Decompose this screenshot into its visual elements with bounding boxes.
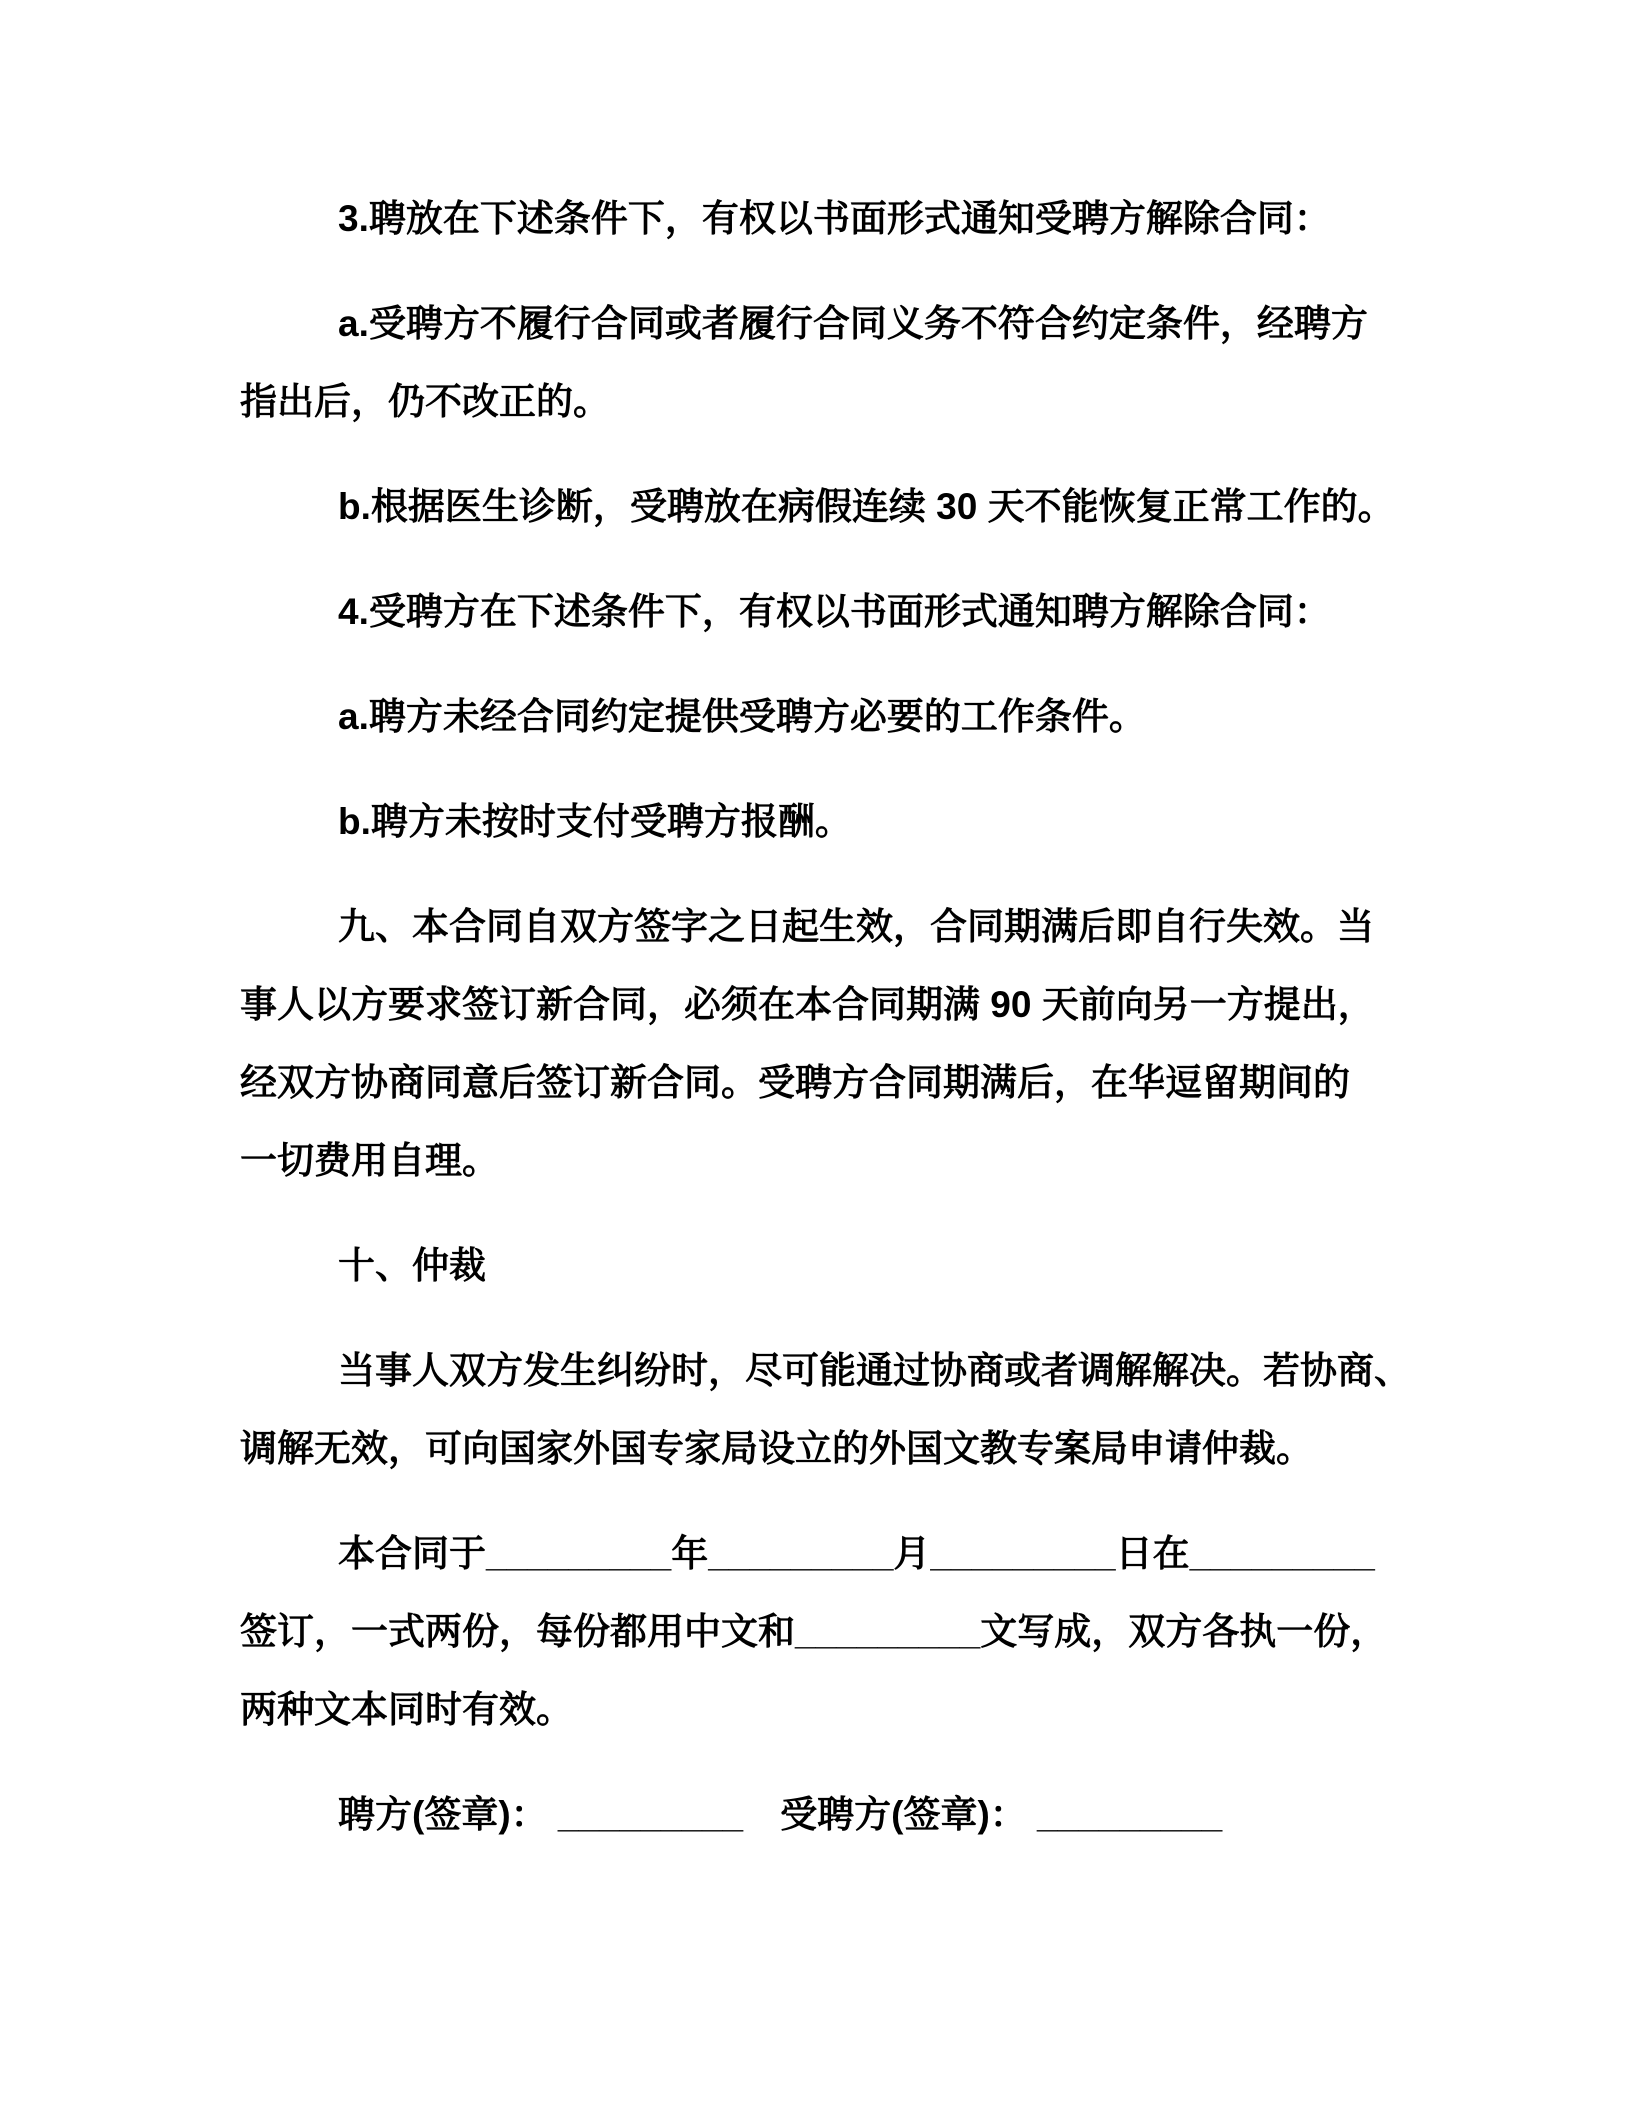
text-line: 聘方(签章)： _________ 受聘方(签章)： _________ bbox=[338, 1794, 1223, 1835]
paragraph bbox=[240, 783, 1390, 861]
text-line: 两种文本同时有效。 bbox=[240, 1689, 573, 1730]
contract-body-text bbox=[240, 180, 1411, 1881]
text-line: b.聘方未按时支付受聘方报酬。 bbox=[338, 801, 852, 842]
text-line: 调解无效，可向国家外国专家局设立的外国文教专案局申请仲裁。 bbox=[240, 1428, 1313, 1469]
paragraph bbox=[240, 573, 1390, 651]
text-line: 3.聘放在下述条件下，有权以书面形式通知受聘方解除合同： bbox=[338, 198, 1331, 239]
text-line: 签订，一式两份，每份都用中文和_________文写成，双方各执一份， bbox=[240, 1611, 1388, 1652]
paragraph bbox=[240, 888, 1390, 1200]
paragraph bbox=[240, 180, 1390, 258]
text-line: 一切费用自理。 bbox=[240, 1140, 499, 1181]
text-line: 当事人双方发生纠纷时，尽可能通过协商或者调解解决。若协商、 bbox=[338, 1350, 1411, 1391]
paragraph bbox=[240, 285, 1390, 441]
paragraph bbox=[240, 1332, 1411, 1488]
text-line: a.受聘方不履行合同或者履行合同义务不符合约定条件，经聘方 bbox=[338, 303, 1368, 344]
text-line: b.根据医生诊断，受聘放在病假连续 30 天不能恢复正常工作的。 bbox=[338, 486, 1395, 527]
text-line: 九、本合同自双方签字之日起生效，合同期满后即自行失效。当 bbox=[338, 906, 1374, 947]
paragraph bbox=[240, 1776, 1390, 1854]
text-line: 4.受聘方在下述条件下，有权以书面形式通知聘方解除合同： bbox=[338, 591, 1331, 632]
text-line: 指出后，仍不改正的。 bbox=[240, 381, 610, 422]
text-line: 事人以方要求签订新合同，必须在本合同期满 90 天前向另一方提出， bbox=[240, 984, 1375, 1025]
paragraph bbox=[240, 1227, 1390, 1305]
paragraph bbox=[240, 678, 1390, 756]
text-line: 本合同于_________年_________月_________日在_________ bbox=[338, 1533, 1375, 1574]
text-line: 经双方协商同意后签订新合同。受聘方合同期满后，在华逗留期间的 bbox=[240, 1062, 1350, 1103]
paragraph bbox=[240, 468, 1395, 546]
text-line: a.聘方未经合同约定提供受聘方必要的工作条件。 bbox=[338, 696, 1146, 737]
text-line: 十、仲裁 bbox=[338, 1245, 486, 1286]
paragraph bbox=[240, 1515, 1390, 1749]
